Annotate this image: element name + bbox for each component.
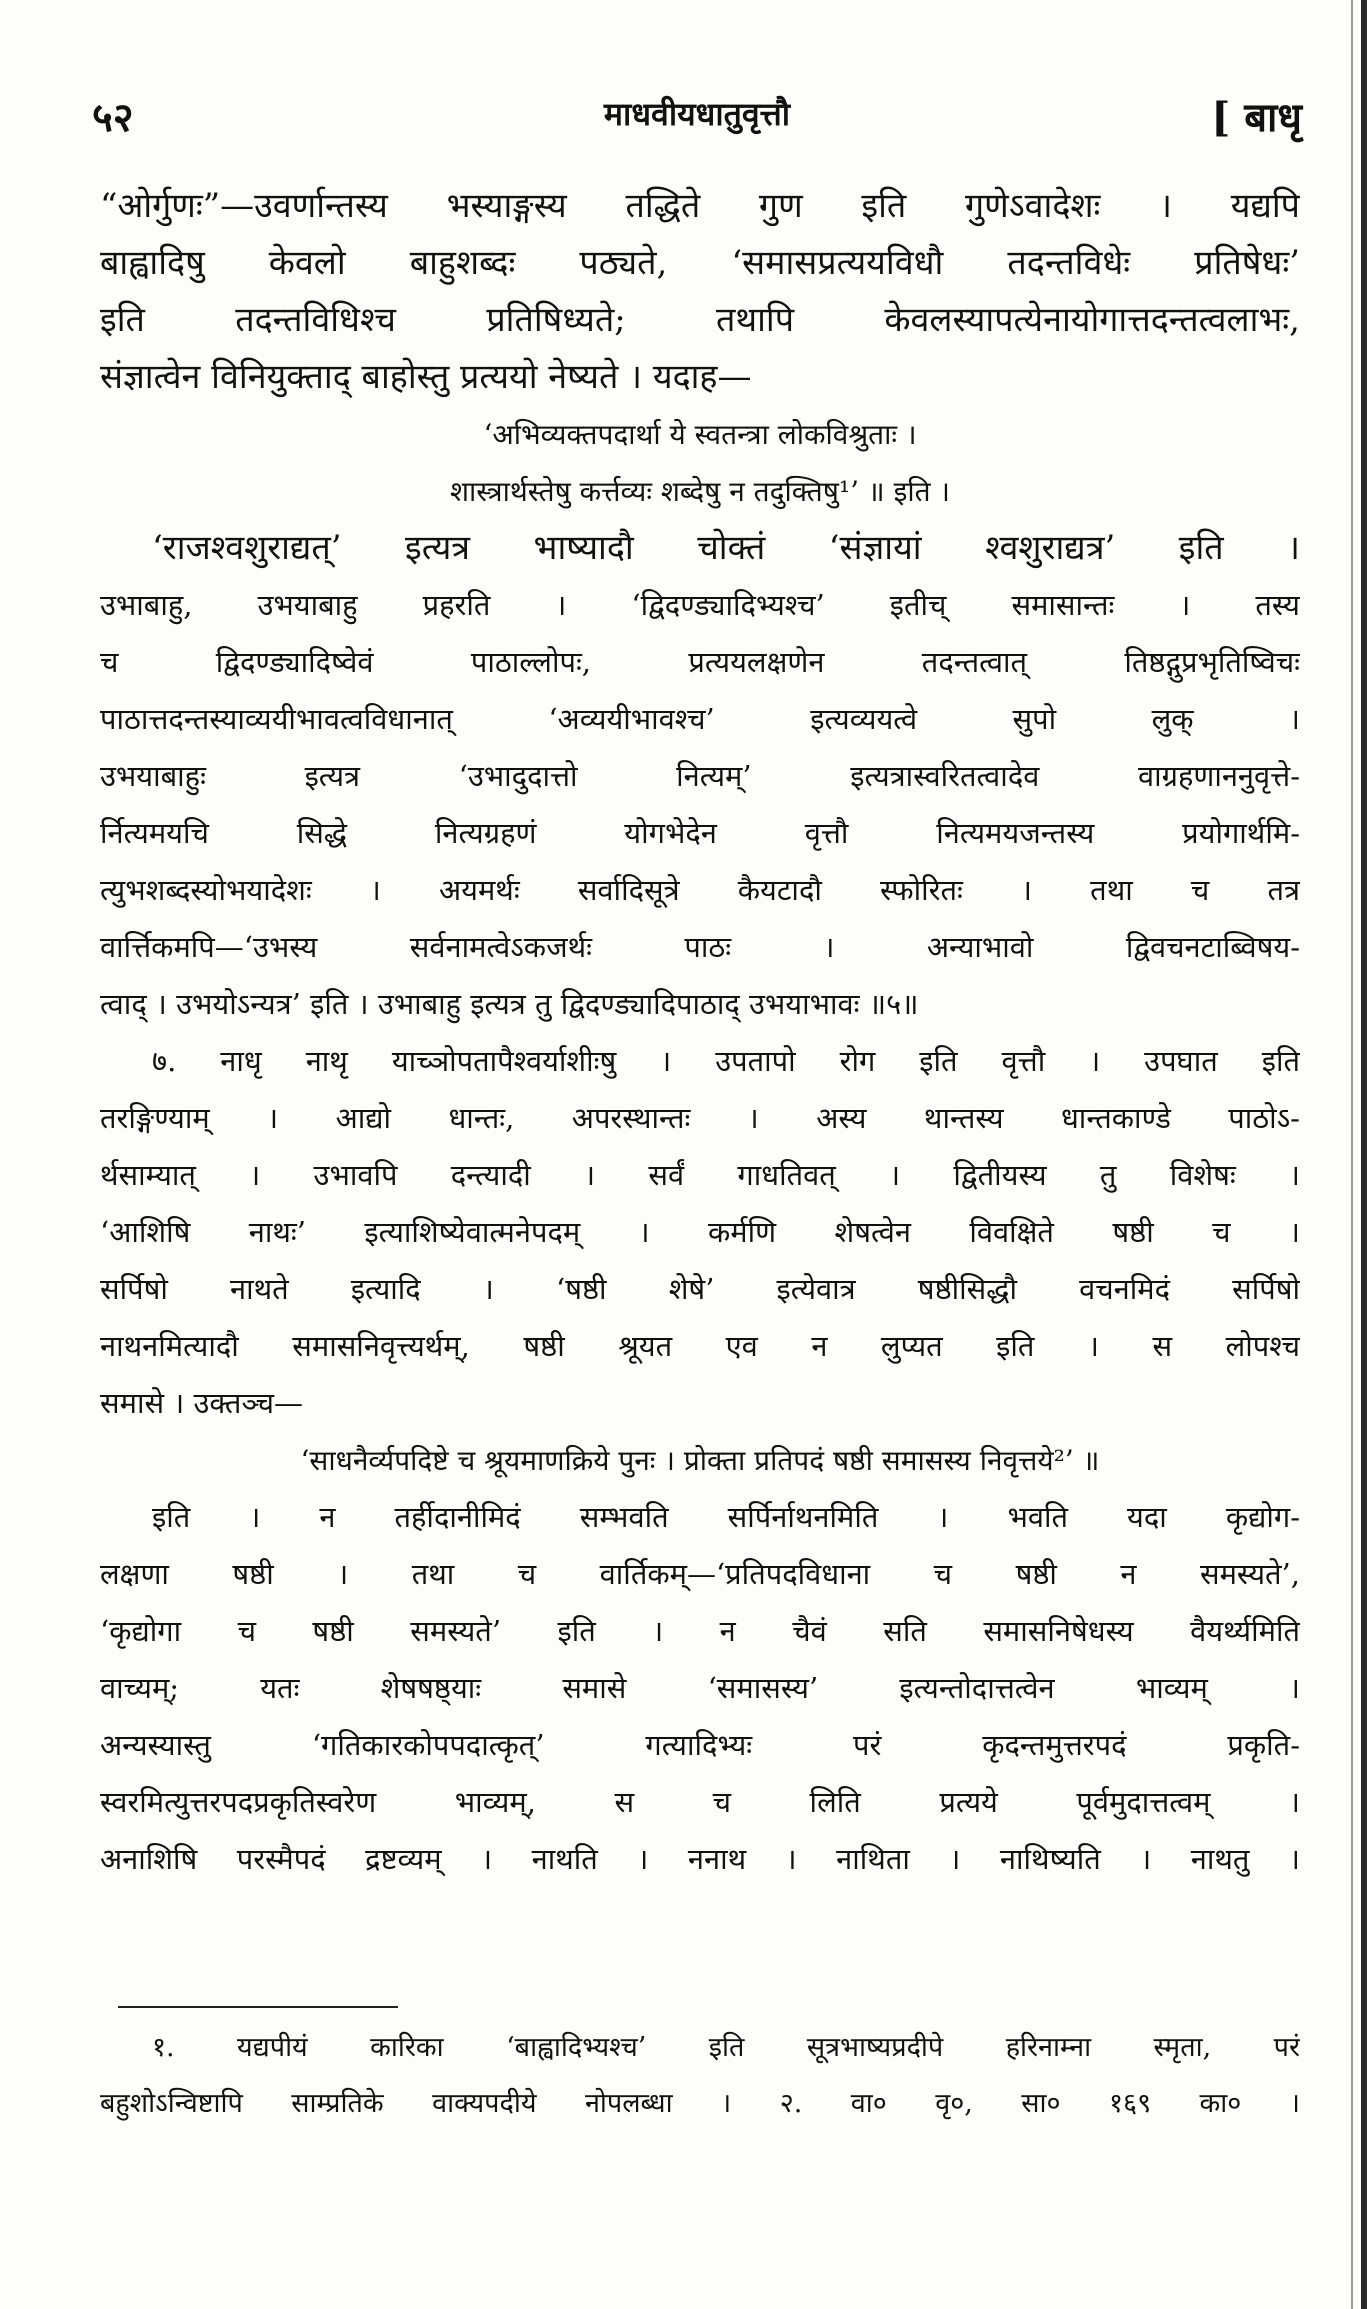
- text-line: बाह्वादिषु केवलो बाहुशब्दः पठ्यते, ‘समासप्रत्ययविधौ तदन्तविधेः प्रतिषेधः’: [100, 243, 1300, 283]
- footnote-line: १. यद्यपीयं कारिका ‘बाह्वादिभ्यश्च’ इति सूत्रभाष्यप्रदीपे हरिनाम्ना स्मृता, परं: [152, 2032, 1300, 2063]
- text-line: त्वाद् । उभयोऽन्यत्र’ इति । उभाबाहु इत्यत्र तु द्विदण्ड्यादिपाठाद् उभयाभावः ॥५॥: [100, 987, 919, 1021]
- text-line: इति तदन्तविधिश्च प्रतिषिध्यते; तथापि केवलस्यापत्येनायोगात्तदन्तत्वलाभः,: [100, 300, 1300, 340]
- text-line: ‘आशिषि नाथः’ इत्याशिष्येवात्मनेपदम् । कर्मणि शेषत्वेन विवक्षिते षष्ठी च ।: [100, 1215, 1300, 1249]
- text-line: उभाबाहु, उभयाबाहु प्रहरति । ‘द्विदण्ड्यादिभ्यश्च’ इतीच् समासान्तः । तस्य: [100, 588, 1300, 622]
- verse-line: शास्त्रार्थस्तेषु कर्त्तव्यः शब्देषु न तदुक्तिषु¹’ ॥ इति ।: [449, 475, 951, 508]
- page-header: [92, 88, 1302, 148]
- text-line: र्थसाम्यात् । उभावपि दन्त्यादी । सर्वं गाधतिवत् । द्वितीयस्य तु विशेषः ।: [100, 1158, 1300, 1192]
- text-line: वार्त्तिकमपि—‘उभस्य सर्वनामत्वेऽकजर्थः पाठः । अन्याभावो द्विवचनटाब्विषय-: [100, 930, 1300, 964]
- verse-line: ‘साधनैर्व्यपदिष्टे च श्रूयमाणक्रिये पुनः । प्रोक्ता प्रतिपदं षष्ठी समासस्य निवृत्तये²’ ॥: [300, 1444, 1100, 1477]
- running-title: माधवीयधातुवृत्तौ: [603, 95, 791, 133]
- text-line: त्युभशब्दस्योभयादेशः । अयमर्थः सर्वादिसूत्रे कैयटादौ स्फोरितः । तथा च तत्र: [100, 873, 1300, 907]
- text-line: नाथनमित्यादौ समासनिवृत्त्यर्थम्, षष्ठी श्रूयत एव न लुप्यत इति । स लोपश्च: [100, 1329, 1300, 1363]
- scan-page-edge: [1361, 0, 1367, 2309]
- text-line: ‘कृद्योगा च षष्ठी समस्यते’ इति । न चैवं सति समासनिषेधस्य वैयर्थ्यमिति: [100, 1614, 1300, 1648]
- text-line: इति । न तर्हीदानीमिदं सम्भवति सर्पिर्नाथनमिति । भवति यदा कृद्योग-: [152, 1500, 1300, 1534]
- text-line: वाच्यम्; यतः शेषषष्ठ्याः समासे ‘समासस्य’ इत्यन्तोदात्तत्वेन भाव्यम् ।: [100, 1671, 1300, 1705]
- text-line: समासे । उक्तञ्च—: [100, 1386, 303, 1420]
- text-line: लक्षणा षष्ठी । तथा च वार्तिकम्—‘प्रतिपदविधाना च षष्ठी न समस्यते’,: [100, 1557, 1300, 1591]
- text-line: सर्पिषो नाथते इत्यादि । ‘षष्ठी शेषे’ इत्येवात्र षष्ठीसिद्धौ वचनमिदं सर्पिषो: [100, 1272, 1300, 1306]
- text-line: स्वरमित्युत्तरपदप्रकृतिस्वरेण भाव्यम्, स च लिति प्रत्यये पूर्वमुदात्तत्वम् ।: [100, 1785, 1300, 1819]
- text-line: पाठात्तदन्तस्याव्ययीभावत्वविधानात् ‘अव्ययीभावश्च’ इत्यव्ययत्वे सुपो लुक् ।: [100, 702, 1300, 736]
- dhatu-entry-heading: ७. नाधृ नाथृ याच्ञोपतापैश्वर्याशीःषु । उपतापो रोग इति वृत्तौ । उपघात इति: [152, 1044, 1300, 1078]
- text-line: संज्ञात्वेन विनियुक्ताद् बाहोस्तु प्रत्ययो नेष्यते । यदाह—: [100, 357, 752, 397]
- text-line: अन्यस्यास्तु ‘गतिकारकोपपदात्कृत्’ गत्यादिभ्यः परं कृदन्तमुत्तरपदं प्रकृति-: [100, 1728, 1300, 1762]
- scan-binding-shadow: [1351, 0, 1353, 2309]
- main-text: [100, 178, 1300, 1888]
- text-line: उभयाबाहुः इत्यत्र ‘उभादुदात्तो नित्यम्’ इत्यत्रास्वरितत्वादेव वाग्रहणाननुवृत्ते-: [100, 759, 1300, 793]
- footnote-line: बहुशोऽन्विष्टापि साम्प्रतिके वाक्यपदीये नोपलब्धा । २. वा० वृ०, सा० १६९ का० ।: [100, 2088, 1300, 2119]
- text-line: अनाशिषि परस्मैपदं द्रष्टव्यम् । नाथति । ननाथ । नाथिता । नाथिष्यति । नाथतु ।: [100, 1842, 1300, 1876]
- text-line: र्नित्यमयचि सिद्धे नित्यग्रहणं योगभेदेन वृत्तौ नित्यमयजन्तस्य प्रयोगार्थमि-: [100, 816, 1300, 850]
- verse-line: ‘अभिव्यक्तपदार्था ये स्वतन्त्रा लोकविश्रुताः ।: [483, 418, 917, 451]
- text-line: “ओर्गुणः”—उवर्णान्तस्य भस्याङ्गस्य तद्धिते गुण इति गुणेऽवादेशः । यद्यपि: [100, 186, 1300, 226]
- text-line: च द्विदण्ड्यादिष्वेवं पाठाल्लोपः, प्रत्ययलक्षणेन तदन्तत्वात् तिष्ठद्गुप्रभृतिष्विचः: [100, 645, 1300, 679]
- text-line: ‘राजश्वशुराद्यत्’ इत्यत्र भाष्यादौ चोक्तं ‘संज्ञायां श्वशुराद्यत्र’ इति ।: [152, 528, 1300, 568]
- footnotes: [100, 2020, 1300, 2132]
- footnote-divider: [118, 2006, 398, 2008]
- page-number: ५२: [92, 94, 134, 141]
- text-line: तरङ्गिण्याम् । आद्यो धान्तः, अपरस्थान्तः । अस्य थान्तस्य धान्तकाण्डे पाठोऽ-: [100, 1101, 1300, 1135]
- section-mark: [ बाधृ: [1211, 94, 1302, 141]
